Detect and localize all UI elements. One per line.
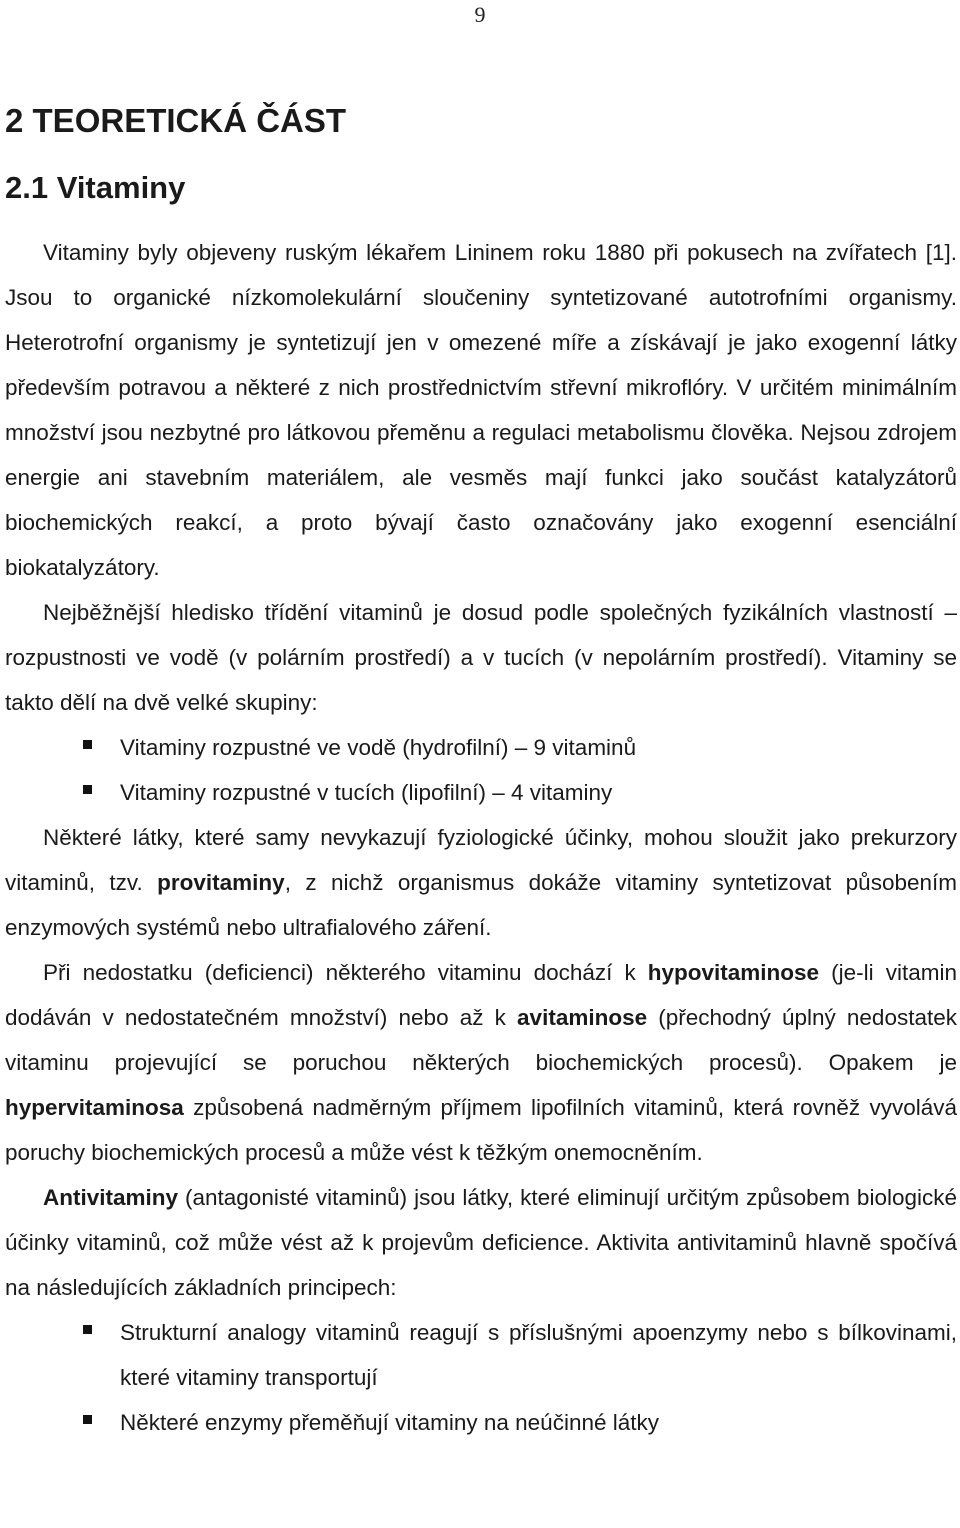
term-hypovitaminose: hypovitaminose: [647, 960, 820, 985]
list-item: [5, 770, 957, 815]
term-antivitaminy: Antivitaminy: [43, 1185, 179, 1210]
paragraph-intro: Vitaminy byly objeveny ruským lékařem Lininem roku 1880 při pokusech na zvířatech [1]. Jsou to organické nízkomolekulární sloučeniny syntetizované autotrofními organismy. Heterotrofní organismy je syntetizují jen v omezené míře a získávají je jako exogenní látky především potravou a některé z nich prostřednictvím střevní mikroflóry. V určitém minimálním množství jsou nezbytné pro látkovou přeměnu a regulaci metabolismu člověka. Nejsou zdrojem energie ani stavebním materiálem, ale vesměs mají funkci jako součást katalyzátorů biochemických reakcí, a proto bývají často označovány jako exogenní esenciální biokatalyzátory.: [5, 240, 957, 580]
chapter-heading: 2 TEORETICKÁ ČÁST: [5, 102, 347, 139]
paragraph-provitamins: [5, 815, 957, 950]
text-run: (antagonisté vitaminů) jsou látky, které eliminují určitým způsobem biologické účinky vitaminů, což může vést až k projevům deficience. Aktivita antivitaminů hlavně spočívá na následujících základních principech:: [5, 1185, 957, 1300]
text-run: způsobená nadměrným příjmem lipofilních vitaminů, která rovněž vyvolává poruchy biochemických procesů a může vést k těžkým onemocněním.: [5, 1095, 957, 1165]
list-item-text: Vitaminy rozpustné v tucích (lipofilní) – 4 vitaminy: [120, 780, 613, 805]
term-provitaminy: provitaminy: [157, 870, 285, 895]
list-item-text: Strukturní analogy vitaminů reagují s příslušnými apoenzymy nebo s bílkovinami, které vitaminy transportují: [120, 1320, 957, 1390]
text-run: Při nedostatku (deficienci) některého vitaminu dochází k: [43, 960, 648, 985]
text-run: Některé látky, které samy nevykazují fyziologické účinky, mohou sloužit jako prekurzory vitaminů, tzv.: [5, 825, 957, 895]
list-item-text: Některé enzymy přeměňují vitaminy na neúčinné látky: [120, 1410, 660, 1435]
square-bullet-icon: [83, 740, 92, 749]
text-run: , z nichž organismus dokáže vitaminy syntetizovat působením enzymových systémů nebo ultrafialového záření.: [5, 870, 957, 940]
list-item-text: Vitaminy rozpustné ve vodě (hydrofilní) – 9 vitaminů: [120, 735, 637, 760]
list-item: [5, 725, 957, 770]
section-heading: 2.1 Vitaminy: [5, 170, 186, 205]
text-run: (přechodný úplný nedostatek vitaminu projevující se poruchou některých biochemických procesů). Opakem je: [5, 1005, 957, 1075]
square-bullet-icon: [83, 1325, 92, 1334]
vitamin-groups-list: [5, 725, 957, 815]
list-item: [5, 1310, 957, 1400]
term-avitaminose: avitaminose: [517, 1005, 648, 1030]
paragraph-deficiency: [5, 950, 957, 1175]
text-run: (je-li vitamin dodáván v nedostatečném množství) nebo až k: [5, 960, 957, 1030]
list-item: [5, 1400, 957, 1445]
antivitamin-principles-list: [5, 1310, 957, 1445]
paragraph-classification: Nejběžnější hledisko třídění vitaminů je dosud podle společných fyzikálních vlastností – rozpustnosti ve vodě (v polárním prostředí) a v tucích (v nepolárním prostředí). Vitaminy se takto dělí na dvě velké skupiny:: [5, 600, 957, 715]
document-body: [5, 230, 957, 1445]
term-hypervitaminosa: hypervitaminosa: [5, 1095, 184, 1120]
square-bullet-icon: [83, 785, 92, 794]
square-bullet-icon: [83, 1415, 92, 1424]
page-number: 9: [474, 2, 486, 27]
paragraph-antivitamins: [5, 1175, 957, 1310]
